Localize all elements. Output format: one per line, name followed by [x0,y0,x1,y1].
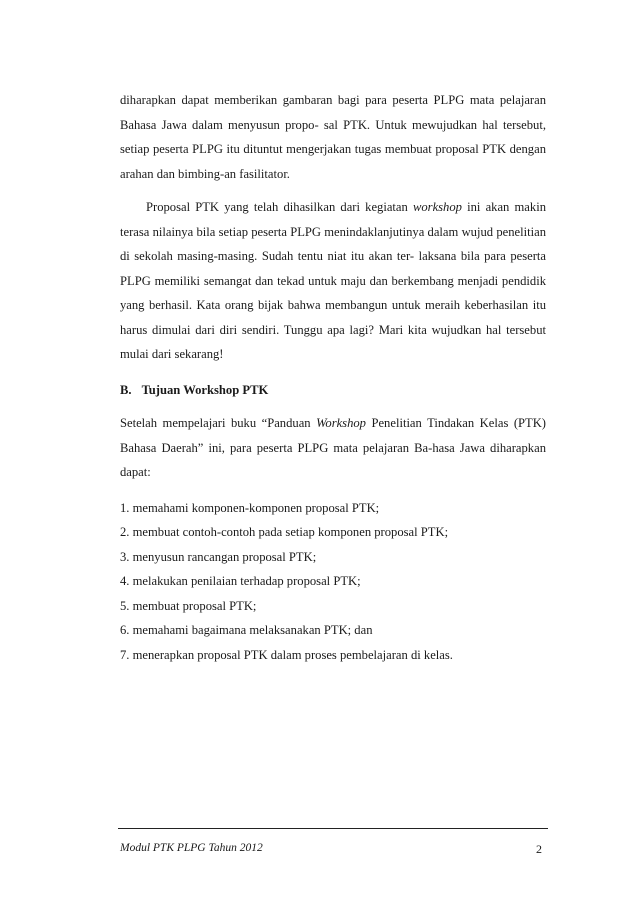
list-item: 5. membuat proposal PTK; [120,598,257,613]
list-item: 7. menerapkan proposal PTK dalam proses pembelajaran di kelas. [120,647,453,662]
list-item: 4. melakukan penilaian terhadap proposal PTK; [120,574,361,588]
page-number: 2 [536,842,542,856]
objectives-list [120,496,546,668]
paragraph-proposal-text-start: Proposal PTK yang telah dihasilkan dari kegiatan [146,200,413,214]
paragraph-objectives-text-end: Penelitian Tindakan Kelas (PTK) Bahasa Daerah” ini, para peserta PLPG mata pelajaran Ba-hasa Jawa diharapkan dapat: [120,416,546,479]
list-item: 3. menyusun rancangan proposal PTK; [120,549,317,564]
paragraph-proposal [120,195,546,367]
paragraph-proposal-italic: workshop [412,200,462,214]
list-item: 1. memahami komponen-komponen proposal PTK; [120,500,380,515]
footer-title: Modul PTK PLPG Tahun 2012 [120,842,263,854]
paragraph-objectives-italic: Workshop [316,416,366,430]
paragraph-objectives-text-start: Setelah mempelajari buku “Panduan [120,416,317,430]
document-page [120,88,546,667]
list-item: 6. memahami bagaimana melaksanakan PTK; dan [120,623,373,637]
section-heading [120,378,546,403]
section-title: Tujuan Workshop PTK [141,382,269,397]
list-item: 2. membuat contoh-contoh pada setiap komponen proposal PTK; [120,525,449,539]
paragraph-proposal-text-end: ini akan makin terasa nilainya bila setiap peserta PLPG menindaklanjutinya dalam wujud penelitian di sekolah masing-masing. Sudah tentu niat itu akan ter- laksana bila para peserta PLPG memiliki semangat dan tekad untuk maju dan berkembang menjadi pendidik yang berhasil. Kata orang bijak bahwa membangun untuk meraih keberhasilan itu harus dimulai dari diri sendiri. Tunggu apa lagi? Mari kita wujudkan hal tersebut mulai dari sekarang! [120,200,546,361]
paragraph-objectives [120,411,546,485]
section-number: B. [120,382,132,397]
footer-divider [118,828,548,829]
paragraph-intro: diharapkan dapat memberikan gambaran bagi para peserta PLPG mata pelajaran Bahasa Jawa dalam menyusun propo- sal PTK. Untuk mewujudkan hal tersebut, setiap peserta PLPG itu dituntut mengerjakan tugas membuat proposal PTK dengan arahan dan bimbing-an fasilitator. [120,93,546,181]
